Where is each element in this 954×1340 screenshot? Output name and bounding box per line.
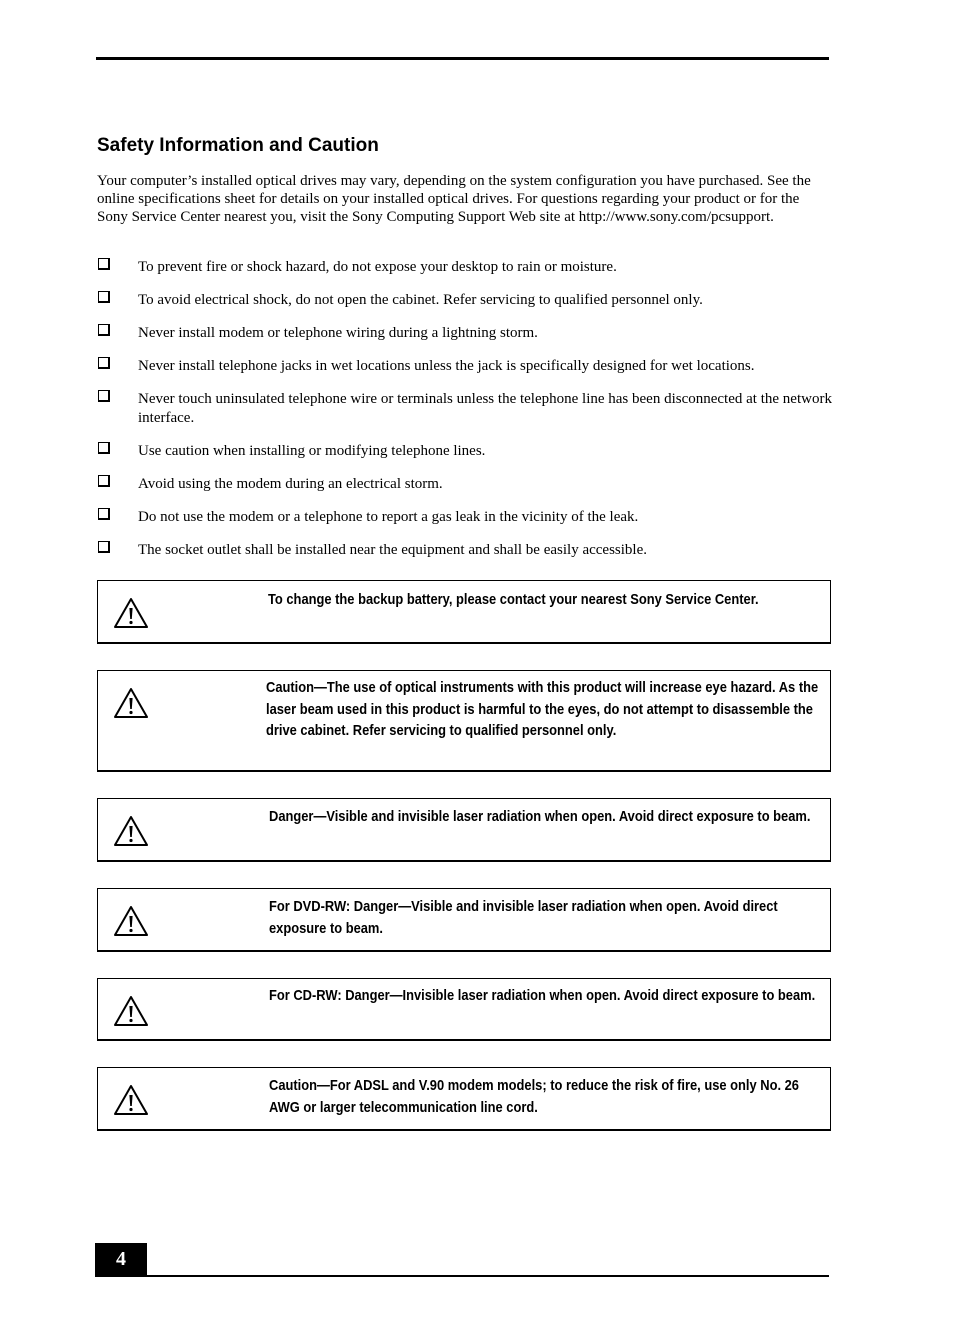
intro-paragraph: Your computer’s installed optical drives may vary, depending on the system configuration you have purchased. See the online specifications sheet for details on your installed optical drives. For questions regarding your product or for the Sony Service Center nearest you, visit the Sony Computing Support Web site at http://www.sony.com/pcsupport. [97,173,811,225]
bullet-item: Do not use the modem or a telephone to report a gas leak in the vicinity of the leak. [97,508,832,527]
checkbox-bullet-icon [98,508,110,520]
warning-triangle-icon [113,815,149,847]
bullet-item: The socket outlet shall be installed near the equipment and shall be easily accessible. [97,541,832,560]
warning-box-optical-instruments [97,670,831,772]
warning-text: Caution—For ADSL and V.90 modem models; to reduce the risk of fire, use only No. 26 AWG or larger telecommunication line cord. [269,1077,799,1116]
warning-text: For DVD-RW: Danger—Visible and invisible laser radiation when open. Avoid direct exposure to beam. [269,898,778,937]
checkbox-bullet-icon [98,324,110,336]
bullet-item: To avoid electrical shock, do not open the cabinet. Refer servicing to qualified personnel only. [97,291,832,310]
warning-text: To change the backup battery, please contact your nearest Sony Service Center. [268,591,759,608]
page-number: 4 [95,1243,147,1277]
bullet-item: Never touch uninsulated telephone wire or terminals unless the telephone line has been disconnected at the network interface. [97,390,832,428]
bullet-item: To prevent fire or shock hazard, do not expose your desktop to rain or moisture. [97,258,832,277]
checkbox-bullet-icon [98,442,110,454]
bullet-item: Never install telephone jacks in wet locations unless the jack is specifically designed for wet locations. [97,357,832,376]
warning-triangle-icon [113,687,149,719]
header-rule [96,57,829,60]
footer-rule [95,1275,829,1277]
checkbox-bullet-icon [98,258,110,270]
warning-box-backup-battery [97,580,831,644]
bullet-item: Never install modem or telephone wiring during a lightning storm. [97,324,832,343]
warning-text: Caution—The use of optical instruments with this product will increase eye hazard. As the laser beam used in this product is harmful to the eyes, do not attempt to disassemble the drive cabinet. Refer servicing to qualified personnel only. [266,679,819,739]
section-title: Safety Information and Caution [97,135,379,156]
warning-triangle-icon [113,597,149,629]
warning-box-cd-rw [97,978,831,1041]
warning-triangle-icon [113,905,149,937]
warning-box-adsl-modem [97,1067,831,1131]
warning-triangle-icon [113,1084,149,1116]
bullet-item: Use caution when installing or modifying telephone lines. [97,442,832,461]
safety-bullet-list [97,258,832,574]
warning-text: Danger—Visible and invisible laser radiation when open. Avoid direct exposure to beam. [269,808,811,825]
checkbox-bullet-icon [98,475,110,487]
checkbox-bullet-icon [98,291,110,303]
checkbox-bullet-icon [98,390,110,402]
warning-text: For CD-RW: Danger—Invisible laser radiation when open. Avoid direct exposure to beam. [269,987,816,1004]
warning-box-laser-radiation [97,798,831,862]
checkbox-bullet-icon [98,541,110,553]
bullet-item: Avoid using the modem during an electrical storm. [97,475,832,494]
checkbox-bullet-icon [98,357,110,369]
warning-box-dvd-rw [97,888,831,952]
warning-triangle-icon [113,995,149,1027]
